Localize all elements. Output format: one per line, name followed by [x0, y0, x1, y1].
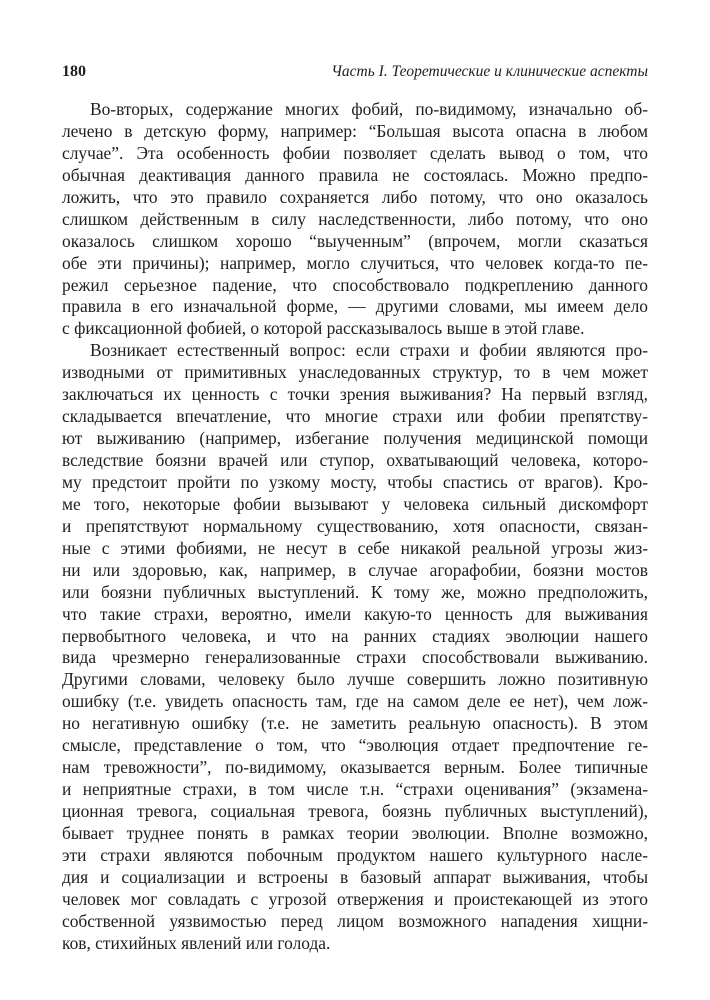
- text-line: оказалось слишком хорошо “выученным” (впрочем, могли сказаться: [62, 230, 648, 251]
- text-line: но негативную ошибку (т.е. не заметить реальную опасность). В этом: [62, 713, 648, 734]
- text-line: изводными от примитивных унаследованных структур, то в чем может: [62, 362, 648, 383]
- text-line: или боязни публичных выступлений. К тому же, можно предположить,: [62, 581, 648, 602]
- text-line: собственной уязвимостью перед лицом возможного нападения хищни-: [62, 910, 648, 931]
- text-line: Во-вторых, содержание многих фобий, по-видимому, изначально об-: [90, 99, 648, 119]
- text-line: ют выживанию (например, избегание получения медицинской помощи: [62, 428, 648, 449]
- text-line: Другими словами, человеку было лучше совершить ложно позитивную: [62, 669, 648, 690]
- body-text: [62, 99, 648, 955]
- paragraph: [62, 340, 648, 954]
- text-line: заключаться их ценность с точки зрения выживания? На первый взгляд,: [62, 384, 648, 405]
- text-line: обе эти причины); например, могло случиться, что человек когда-то пе-: [62, 252, 648, 273]
- text-line: складывается впечатление, что многие страхи или фобии препятству-: [62, 406, 648, 427]
- text-line: и неприятные страхи, в том числе т.н. “страхи оценивания” (экзамена-: [62, 779, 648, 800]
- text-line: случае”. Эта особенность фобии позволяет сделать вывод о том, что: [62, 142, 648, 163]
- text-line: и препятствуют нормальному существованию, хотя опасности, связан-: [62, 515, 648, 536]
- text-line: режил серьезное падение, что способствовало подкреплению данного: [62, 274, 648, 295]
- text-line: ков, стихийных явлений или голода.: [62, 932, 331, 953]
- text-line: первобытного человека, и что на ранних стадиях эволюции нашего: [62, 625, 648, 646]
- text-line: ложить, что это правило сохраняется либо потому, что оно оказалось: [62, 186, 648, 207]
- page-number: 180: [62, 63, 86, 80]
- text-line: Возникает естественный вопрос: если страхи и фобии являются про-: [90, 340, 648, 361]
- text-line: человек мог совладать с угрозой отвержения и проистекающей из этого: [62, 888, 648, 909]
- running-head: [62, 62, 648, 86]
- text-line: что такие страхи, вероятно, имели какую-то ценность для выживания: [62, 603, 648, 624]
- text-line: с фиксационной фобией, о которой рассказывалось выше в этой главе.: [62, 318, 585, 339]
- text-line: ни или здоровью, как, например, в случае агорафобии, боязни мостов: [62, 559, 648, 580]
- text-line: обычная деактивация данного правила не состоялась. Можно предпо-: [62, 164, 648, 185]
- paragraph: [62, 99, 648, 340]
- text-line: му предстоит пройти по узкому мосту, чтобы спастись от врагов). Кро-: [62, 471, 648, 492]
- text-line: ме того, некоторые фобии вызывают у человека сильный дискомфорт: [62, 493, 648, 514]
- text-line: ные с этими фобиями, не несут в себе никакой реальной угрозы жиз-: [62, 537, 648, 558]
- text-line: смысле, представление о том, что “эволюция отдает предпочтение ге-: [62, 735, 648, 756]
- text-line: эти страхи являются побочным продуктом нашего культурного насле-: [62, 844, 648, 865]
- text-line: правила в его изначальной форме, — другими словами, мы имеем дело: [62, 296, 648, 317]
- text-line: дия и социализации и встроены в базовый аппарат выживания, чтобы: [62, 866, 648, 887]
- text-line: бывает труднее понять в рамках теории эволюции. Вполне возможно,: [62, 822, 648, 843]
- text-line: нам тревожности”, по-видимому, оказывается верным. Более типичные: [62, 757, 648, 778]
- text-line: лечено в детскую форму, например: “Большая высота опасна в любом: [62, 120, 648, 141]
- text-line: вследствие боязни врачей или ступор, охватывающий человека, которо-: [62, 450, 648, 470]
- text-line: ционная тревога, социальная тревога, боязнь публичных выступлений),: [62, 801, 648, 821]
- text-line: слишком действенным в силу наследственности, либо потому, что оно: [62, 208, 648, 229]
- text-line: вида чрезмерно генерализованные страхи способствовали выживанию.: [62, 647, 648, 668]
- text-line: ошибку (т.е. увидеть опасность там, где на самом деле ее нет), чем лож-: [62, 691, 648, 712]
- chapter-title: Часть I. Теоретические и клинические аспекты: [331, 63, 648, 80]
